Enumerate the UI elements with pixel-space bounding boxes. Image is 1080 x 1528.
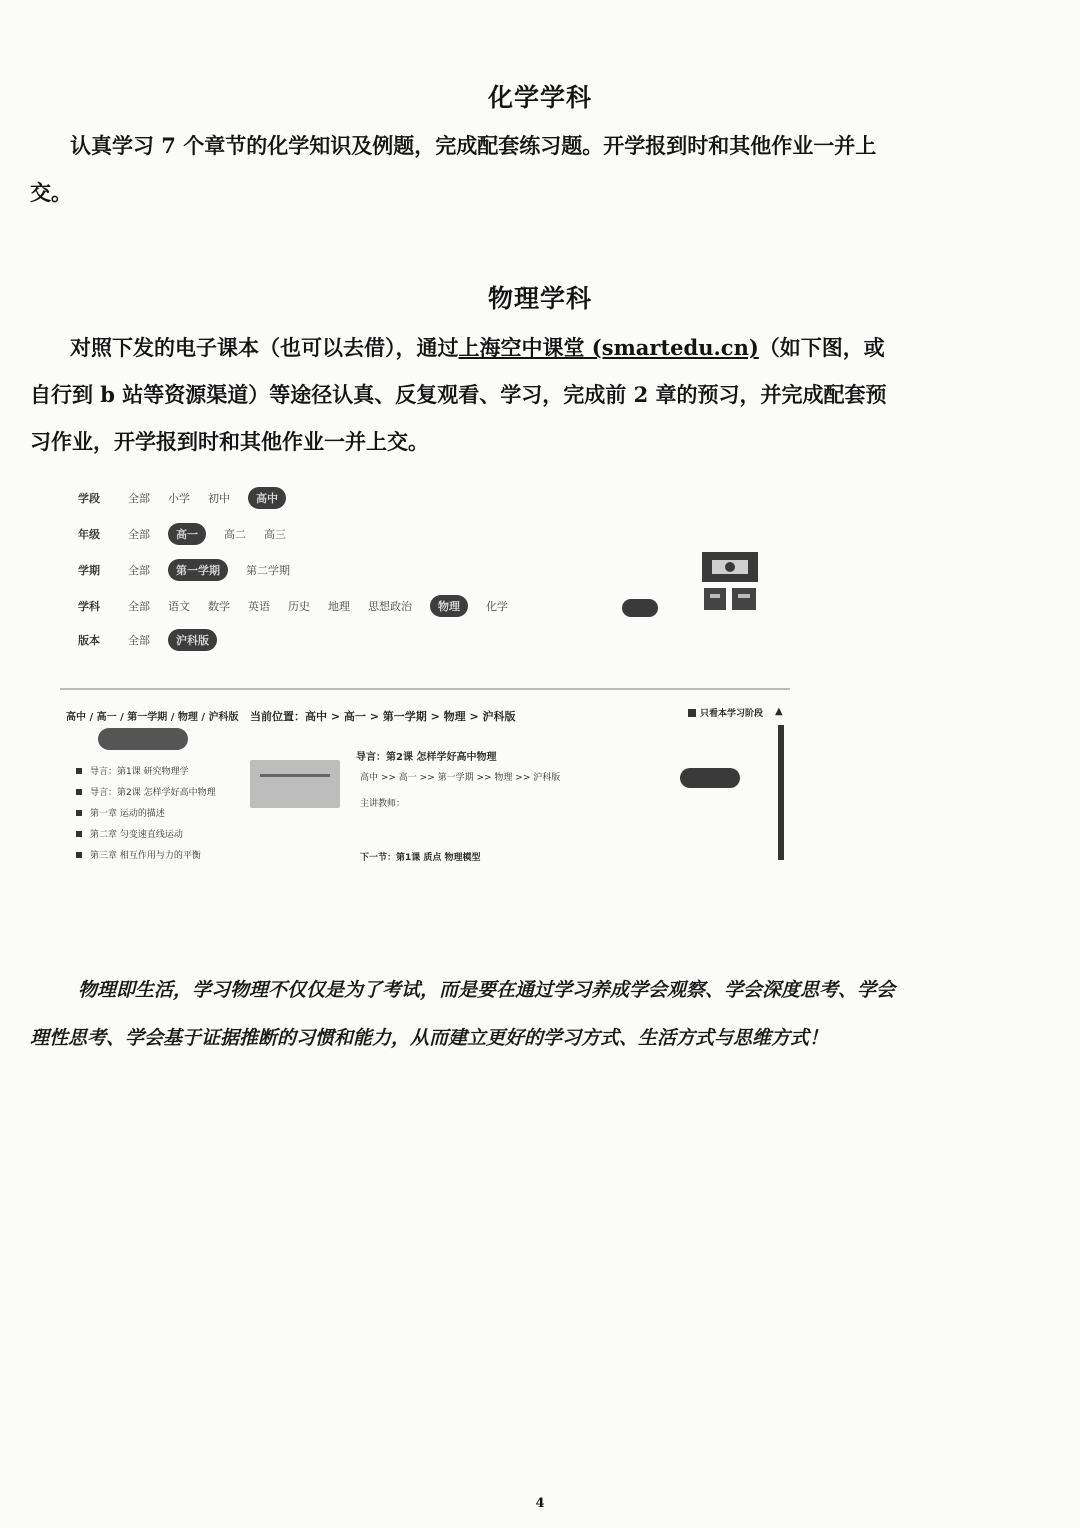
bullet-icon — [76, 768, 82, 774]
filter-option[interactable]: 小学 — [168, 492, 190, 505]
filter-option[interactable]: 高二 — [224, 528, 246, 541]
checkbox-icon — [688, 709, 696, 717]
filter-option[interactable]: 语文 — [168, 600, 190, 613]
smartedu-logo-icon — [700, 550, 760, 612]
filter-option[interactable]: 化学 — [486, 600, 508, 613]
filter-option[interactable]: 第一学期 — [168, 559, 228, 581]
filter-row — [78, 484, 304, 512]
lesson-teacher: 主讲教师： — [360, 799, 406, 809]
tree-item-label: 第一章 运动的描述 — [90, 809, 165, 819]
tree-item-label: 导言：第2课 怎样学好高中物理 — [90, 788, 216, 798]
filter-option[interactable]: 全部 — [128, 528, 150, 541]
filter-row — [78, 556, 308, 584]
stage-filter-checkbox[interactable] — [688, 706, 763, 719]
filter-option[interactable]: 地理 — [328, 600, 350, 613]
filter-option[interactable]: 高中 — [248, 487, 286, 509]
filter-option[interactable]: 第二学期 — [246, 564, 290, 577]
filter-option[interactable]: 全部 — [128, 600, 150, 613]
closing-remark: 物理即生活，学习物理不仅仅是为了考试，而是要在通过学习养成学会观察、学会深度思考、学会理性思考、学会基于证据推断的习惯和能力，从而建立更好的学习方式、生活方式与思维方式！ — [30, 979, 896, 1049]
lesson-title: 导言：第2课 怎样学好高中物理 — [356, 752, 497, 763]
chemistry-heading: 化学学科 — [487, 83, 592, 112]
next-lesson[interactable]: 下一节：第1课 质点 物理模型 — [360, 853, 481, 863]
filter-option[interactable]: 全部 — [128, 634, 150, 647]
physics-text-1: 对照下发的电子课本（也可以去借），通过 — [70, 335, 459, 360]
filter-option[interactable]: 思想政治 — [368, 600, 412, 613]
bullet-icon — [76, 852, 82, 858]
tree-item[interactable] — [76, 802, 216, 823]
tree-item-label: 第三章 相互作用与力的平衡 — [90, 851, 201, 861]
filter-option[interactable]: 数学 — [208, 600, 230, 613]
filter-option[interactable]: 沪科版 — [168, 629, 217, 651]
scrollbar[interactable] — [778, 725, 784, 860]
bullet-icon — [76, 810, 82, 816]
stage-filter-label: 只看本学习阶段 — [700, 709, 764, 719]
filter-option[interactable]: 历史 — [288, 600, 310, 613]
bullet-icon — [76, 831, 82, 837]
course-button[interactable] — [98, 728, 188, 750]
lesson-path: 高中 >> 高一 >> 第一学期 >> 物理 >> 沪科版 — [360, 773, 561, 783]
filter-option[interactable]: 高三 — [264, 528, 286, 541]
filter-option[interactable]: 全部 — [128, 492, 150, 505]
smartedu-screenshot — [60, 478, 800, 873]
chemistry-paragraph: 认真学习 7 个章节的化学知识及例题，完成配套练习题。开学报到时和其他作业一并上交。 — [30, 133, 877, 205]
physics-paragraph — [30, 324, 890, 465]
tree-item-label: 第二章 匀变速直线运动 — [90, 830, 183, 840]
page-number: 4 — [535, 1496, 545, 1511]
filter-label: 年级 — [78, 528, 100, 541]
filter-option[interactable]: 全部 — [128, 564, 150, 577]
filter-label: 学期 — [78, 564, 100, 577]
filter-option[interactable]: 英语 — [248, 600, 270, 613]
lesson-thumbnail[interactable] — [250, 760, 340, 808]
tree-item[interactable] — [76, 823, 216, 844]
filter-option[interactable]: 物理 — [430, 595, 468, 617]
filter-row — [78, 626, 235, 654]
filter-label: 学科 — [78, 600, 100, 613]
screenshot-divider — [60, 688, 790, 690]
filter-option[interactable]: 高一 — [168, 523, 206, 545]
tree-item[interactable] — [76, 781, 216, 802]
tree-item[interactable] — [76, 844, 216, 865]
filter-extra-pill — [622, 599, 658, 617]
location-breadcrumb: 当前位置：高中 > 高一 > 第一学期 > 物理 > 沪科版 — [250, 710, 516, 723]
tree-item-label: 导言：第1课 研究物理学 — [90, 767, 189, 777]
physics-text-2: （如下图，或自行到 b 站等资源渠道）等途径认真、反复观看、学习，完成前 2 章的预习，并完成配套预习作业，开学报到时和其他作业一并上交。 — [30, 335, 887, 454]
left-breadcrumb: 高中 / 高一 / 第一学期 / 物理 / 沪科版 — [66, 712, 239, 723]
filter-label: 学段 — [78, 492, 100, 505]
tree-item[interactable] — [76, 760, 216, 781]
filter-row — [78, 592, 526, 620]
filter-label: 版本 — [78, 634, 100, 647]
chapter-tree — [76, 760, 216, 865]
play-button[interactable] — [680, 768, 740, 788]
scroll-up-icon[interactable]: ▲ — [775, 706, 783, 717]
filter-option[interactable]: 初中 — [208, 492, 230, 505]
physics-heading: 物理学科 — [487, 284, 592, 313]
bullet-icon — [76, 789, 82, 795]
filter-row — [78, 520, 304, 548]
smartedu-link[interactable]: 上海空中课堂 (smartedu.cn) — [458, 335, 759, 360]
